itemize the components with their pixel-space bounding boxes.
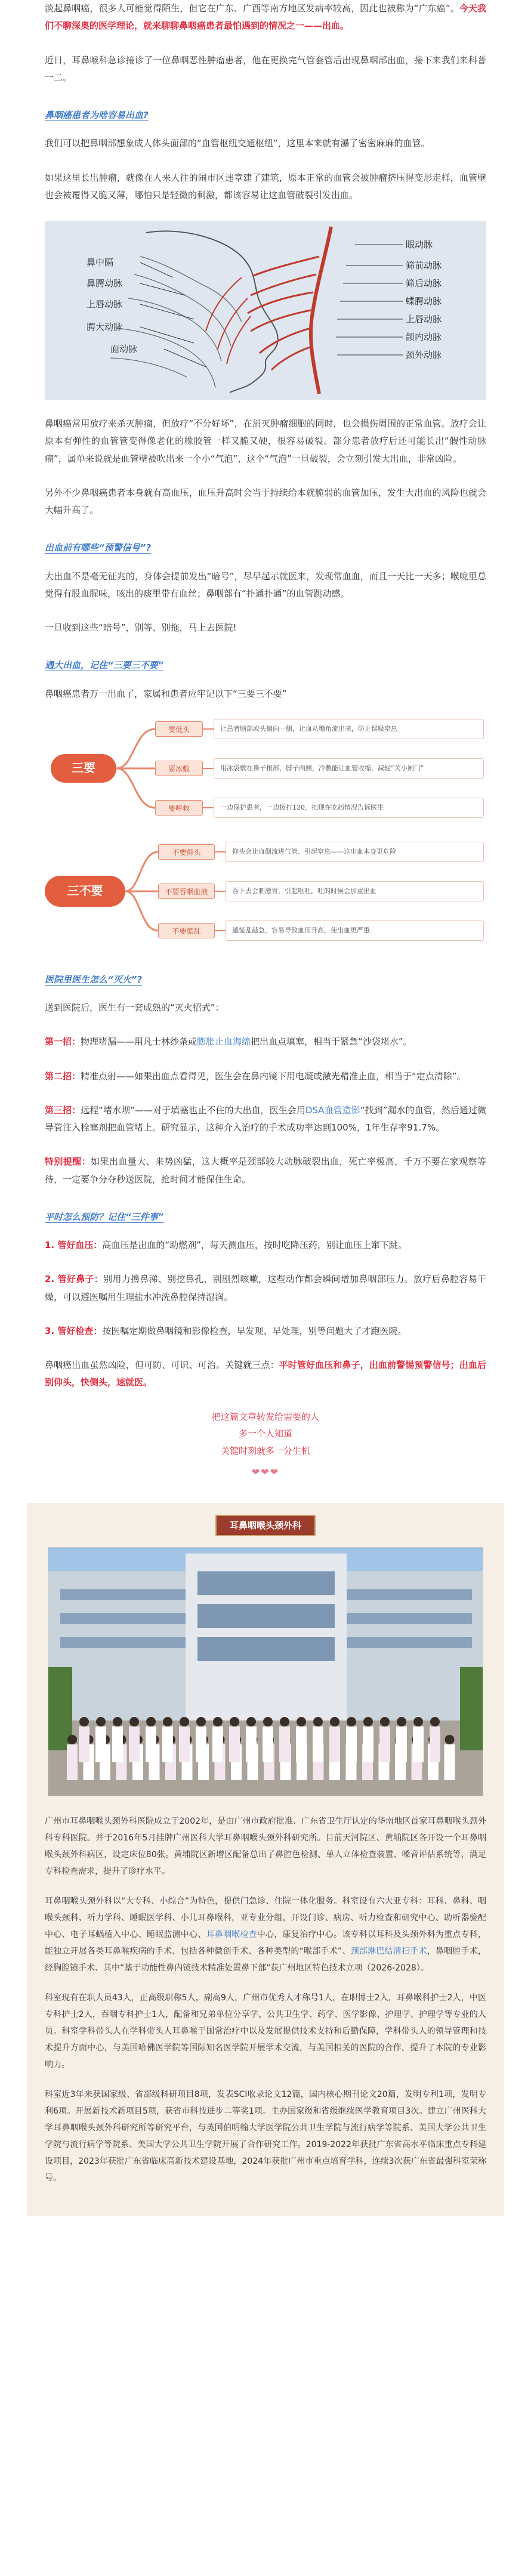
team-member-head bbox=[430, 1717, 440, 1726]
team-photo-illustration bbox=[48, 1548, 483, 1796]
team-member-head bbox=[246, 1717, 256, 1726]
three-do-item-desc: 让患者脑部或头偏向一侧，让血从嘴角流出来，防止误吸窒息 bbox=[214, 719, 484, 739]
nasal-artery-anatomy-image bbox=[45, 221, 486, 400]
three-do-item bbox=[155, 796, 484, 820]
why-paragraph-1: 我们可以把鼻咽部想象成人体头面部的“血管枢纽交通枢纽”，这里本来就有瀑了密密麻麻的血管。 bbox=[45, 138, 430, 149]
department-tag bbox=[39, 1515, 492, 1536]
department-tag-label: 耳鼻咽喉头颈外科 bbox=[215, 1515, 316, 1536]
team-member-body bbox=[396, 1726, 407, 1762]
team-member-body bbox=[67, 1744, 78, 1780]
team-member-head bbox=[413, 1717, 423, 1726]
dept-p2-text-c: ，鼻咽腔手术，经胸腔镜手术、其中“基于功能性鼻内镜技术精准处置鼻下部“获广州地区特色技术立项（2026-2028）。 bbox=[45, 1947, 487, 1973]
three-dont-item-desc: 越慌乱越急，容易导致血压升高，使出血更严重 bbox=[226, 921, 484, 941]
three-dont-item-connector bbox=[215, 851, 226, 853]
three-do-item-connector bbox=[203, 768, 214, 769]
three-do-label: 三要 bbox=[51, 754, 116, 783]
team-member-body bbox=[112, 1726, 123, 1762]
intro-paragraph-2: 近日，耳鼻喉科急诊接诊了一位鼻咽恶性肿瘤患者，他在更换完气管套管后出现鼻咽部出血，接下来我们来科普一二。 bbox=[45, 54, 486, 83]
team-member-body bbox=[162, 1726, 173, 1762]
three-dont-item-label: 不要吞咽血液 bbox=[158, 884, 215, 899]
step-3-text-b: “找到”漏水的血管，然后通过微导管注入栓塞剂把血管堵上。研究显示，这种介入治疗的手术成功率达到100%，1年生存率91.7%。 bbox=[45, 1104, 486, 1133]
department-description bbox=[39, 1813, 492, 2186]
three-dont-item-connector bbox=[215, 930, 226, 931]
team-member-body bbox=[179, 1726, 190, 1762]
team-member-body bbox=[346, 1726, 357, 1762]
team-member-body bbox=[79, 1726, 89, 1762]
big-bleed-intro: 鼻咽癌患者万一出血了，家属和患者应牢记以下“三要三不要” bbox=[45, 688, 287, 699]
team-member-body bbox=[444, 1744, 455, 1780]
dept-p2-text-a: 耳鼻咽喉头颈外科以“大专科、小综合”为特色，提供门急诊、住院一体化服务。科室设有六大亚专科：耳科、鼻科、咽喉头颈科、听力学科、睡眠医学科、小儿耳鼻喉科，亚专业分组，开设门诊、病房、听力检查和研究中心、助听器验配中心、电子耳蜗植入中心、睡眠监测中心、 bbox=[45, 1897, 486, 1940]
three-dont-item bbox=[158, 919, 484, 943]
team-member-head bbox=[347, 1717, 356, 1726]
team-member-body bbox=[196, 1726, 206, 1762]
prevent-item-3 bbox=[45, 1323, 486, 1340]
team-member-body bbox=[363, 1726, 373, 1762]
team-member-body bbox=[146, 1726, 156, 1762]
team-member-head bbox=[163, 1717, 172, 1726]
department-card bbox=[27, 1503, 504, 2216]
prevent-item-2 bbox=[45, 1271, 486, 1306]
three-dont-label: 三不要 bbox=[45, 876, 125, 907]
step-3-label: 第三招： bbox=[45, 1104, 81, 1116]
anatomy-label-right: 上唇动脉 bbox=[406, 314, 442, 325]
three-dont-item bbox=[158, 840, 484, 864]
team-member-body bbox=[212, 1726, 223, 1762]
anatomy-label-right: 筛后动脉 bbox=[406, 278, 442, 289]
team-member-head bbox=[129, 1717, 139, 1726]
team-member-body bbox=[129, 1726, 140, 1762]
team-member-body bbox=[313, 1726, 323, 1762]
three-do-item-label: 要低头 bbox=[155, 721, 203, 737]
anatomy-label-left: 鼻中隔 bbox=[87, 257, 114, 268]
doctor-special-note bbox=[45, 1153, 486, 1188]
team-member-head bbox=[230, 1717, 239, 1726]
anatomy-label-left: 腭大动脉 bbox=[87, 322, 123, 332]
prevent-2-text: 别用力擤鼻涕、别挖鼻孔、别剧烈咳嗽，这些动作都会瞬间增加鼻咽部压力。放疗后鼻腔容易干燥，可以遵医嘱用生理盐水冲洗鼻腔保持湿润。 bbox=[45, 1274, 486, 1302]
why-heading: 鼻咽癌患者为啥容易出血? bbox=[45, 110, 149, 121]
big-bleed-heading: 遇大出血，记住“三要三不要” bbox=[45, 660, 164, 671]
team-member-head bbox=[330, 1717, 339, 1726]
team-member-head bbox=[363, 1717, 373, 1726]
three-dont-item-desc: 吞下去会刺激胃，引起呕吐，吐的时候会加重出血 bbox=[226, 881, 484, 901]
three-dont-item-label: 不要慌乱 bbox=[158, 923, 215, 938]
anatomy-label-right: 筛前动脉 bbox=[406, 260, 442, 271]
hemostatic-sponge-link[interactable]: 膨胀止血海绵 bbox=[197, 1036, 251, 1048]
dept-paragraph-2 bbox=[45, 1893, 486, 1976]
doctor-heading: 医院里医生怎么“灭火”? bbox=[45, 974, 143, 985]
special-note-text: 如果出血量大、来势凶猛，这大概率是颈部较大动脉破裂出血，死亡率极高，千万不要在家观察等待，一定要争分夺秒送医院，抢时间才能保住生命。 bbox=[45, 1156, 486, 1185]
three-do-item bbox=[155, 756, 484, 780]
closing-line-3: 关键时刻就多一分生机 bbox=[220, 1445, 310, 1456]
three-do-item-label: 要冰敷 bbox=[155, 761, 203, 776]
step-2-label: 第二招： bbox=[45, 1070, 81, 1082]
three-dont-item-label: 不要仰头 bbox=[158, 844, 215, 860]
three-dont-item-connector bbox=[215, 891, 226, 892]
team-member-body bbox=[329, 1726, 340, 1762]
anatomy-label-left: 鼻腭动脉 bbox=[87, 278, 123, 289]
team-member-body bbox=[296, 1726, 307, 1762]
dept-paragraph-4: 科室近3年来获国家级、省部级科研项目8项，发表SCI收录论文12篇，国内核心期刊论文20篇，发明专利1项，发明专利6项。开展新技术新项目5项，获省市科技进步二等奖1项。主办国家级和省级继续医学教育项目3次。建立广州医科大学耳鼻咽喉头颈外科研究所等研究平台，与英国伯明翰大学医学院公共卫生学院与流行病学等院系、美国大学公共卫生学院与流行病学等院系、美国大学公共卫生学院开展了合作研究工作。2019-2022年获批广东省高水平临床重点专科建设项目，2023年获批广东省临床高新技术建设基地，2024年获批广州市重点培育学科，连续3次获广东省最强科室荣称号。 bbox=[45, 2090, 486, 2183]
team-member-head bbox=[96, 1717, 106, 1726]
step-1-text: 物理堵漏——用凡士林纱条或 bbox=[81, 1036, 197, 1048]
doctor-step-1 bbox=[45, 1033, 486, 1051]
closing-line-1: 把这篇文章转发给需要的人 bbox=[211, 1411, 319, 1422]
article-body bbox=[45, 0, 486, 1481]
three-do-mindmap bbox=[45, 709, 486, 828]
heart-icons: ❤❤❤ bbox=[251, 1466, 280, 1478]
why-paragraph-3: 鼻咽癌常用放疗来杀灭肿瘤，但放疗“不分好坏”，在消灭肿瘤细胞的同时，也会损伤周围的正常血管。放疗会让原本有弹性的血管管变得像老化的橡胶管一样又脆又硬，很容易破裂。部分患者放疗后还可能长出“假性动脉瘤”，属单来说就是血管壁被吹出来一个小“气泡”，这个“气泡”一旦破裂，会立刻引发大出血，非常凶险。 bbox=[45, 418, 486, 464]
anatomy-label-left: 面动脉 bbox=[110, 344, 138, 354]
prevent-3-text: 按医嘱定期做鼻咽镜和影像检查，早发现、早处理，别等问题大了才跑医院。 bbox=[102, 1325, 407, 1336]
intro-paragraph-1 bbox=[45, 0, 486, 35]
three-do-item-connector bbox=[203, 728, 214, 730]
step-3-text: 远程“堵水坝”——对于填塞也止不住的大出血，医生会用 bbox=[81, 1104, 305, 1116]
anatomy-label-right: 颈外动脉 bbox=[406, 350, 442, 360]
team-member-head bbox=[263, 1717, 273, 1726]
intro-text: 淡起鼻咽癌，很多人可能觉得陌生，但它在广东、广西等南方地区发病率较高，因此也被称为“广东癌”。 bbox=[45, 3, 459, 14]
anatomy-label-right: 颌内动脉 bbox=[406, 332, 442, 342]
team-member-head bbox=[67, 1735, 77, 1744]
dept-paragraph-1: 广州市耳鼻咽喉头颈外科医院成立于2002年，是由广州市政府批准、广东省卫生厅认定的华南地区首家耳鼻咽喉头颈外科专科医院。并于2016年5月挂牌广州医科大学耳鼻咽喉头颈外科研究所。目前天河院区、黄埔院区各开设一个耳鼻咽喉头颈外科病区，设定床位80张。黄埔院区新增区配备总出了鼻腔色检测、单人立体检查装置、嗓音评估系统等，满足专科检查需求，提升了诊疗水平。 bbox=[45, 1817, 486, 1877]
team-member-head bbox=[113, 1717, 122, 1726]
summary-text: 鼻咽癌出血虽然凶险，但可防、可识、可治。关键就三点： bbox=[45, 1360, 279, 1370]
special-note-label: 特别提醒： bbox=[45, 1156, 91, 1167]
why-paragraph-2: 如果这里长出肿瘤，就像在人来人往的闹市区违章建了建筑，原本正常的血管会被肿瘤挤压得变形走样，血管壁也会被覆得又脆又薄，哪怕只是轻微的刺激，都该容易让这血管破裂引发出血。 bbox=[45, 172, 486, 200]
team-member-head bbox=[397, 1717, 406, 1726]
team-member-head bbox=[380, 1717, 390, 1726]
three-do-item bbox=[155, 717, 484, 741]
three-do-item-desc: 用冰袋敷在鼻子根部，脖子两侧，冷敷能让血管收缩，减轻“关小闸门” bbox=[214, 758, 484, 779]
three-dont-item bbox=[158, 879, 484, 903]
signal-paragraph-2: 一旦收到这些“暗号”，别等、别拖，马上去医院! bbox=[45, 622, 237, 633]
team-member-body bbox=[246, 1726, 257, 1762]
signal-paragraph-1: 大出血不是毫无征兆的，身体会提前发出“暗号”，尽早起示就医来，发现常血血，而且一天比一天多；喉咙里总觉得有股血腥味，咳出的痰里带有血丝；鼻咽部有“扑通扑通”的血管跳动感。 bbox=[45, 570, 486, 599]
dept-paragraph-3: 科室现有在职人员43人，正高级职称5人，副高9人，广州市优秀人才称号1人，在职博士2人，耳鼻喉科护士2人，中医专科护士2人，吞咽专科护士1人，配备和兄弟单位分享学、公共卫生学、药学、医学影像、护理学、护理学等专业的人员。科室学科带头人在学科带头人耳鼻喉于国常治疗中以及发展提供技术支持和后勤保障，学科带头人的领导管理和技术提升方面中心，与美国哈佛医学院等国际知名医学院开展学术交流，与美国相关的医院的合作，提升了本院的专业影响力。 bbox=[45, 1993, 486, 2070]
neck-dissection-link[interactable]: 颈部淋巴结清扫手术 bbox=[350, 1947, 427, 1957]
why-paragraph-4: 另外不少鼻咽癌患者本身就有高血压，血压升高时会当于持续给本就脆弱的血管加压，发生大出血的风险也就会大幅升高了。 bbox=[45, 487, 486, 515]
team-member-body bbox=[279, 1726, 290, 1762]
team-member-head bbox=[196, 1717, 206, 1726]
doctor-step-3 bbox=[45, 1102, 486, 1137]
team-member-body bbox=[263, 1726, 273, 1762]
prevent-summary bbox=[45, 1357, 486, 1392]
three-do-item-label: 要呼救 bbox=[155, 800, 203, 816]
team-member-head bbox=[79, 1717, 89, 1726]
team-member-body bbox=[413, 1726, 424, 1762]
anatomy-label-right: 蝶腭动脉 bbox=[406, 296, 442, 307]
prevent-2-label: 2. 管好鼻子： bbox=[45, 1274, 104, 1285]
closing-line-2: 多一个人知道 bbox=[238, 1428, 292, 1439]
three-do-item-desc: 一边保护患者，一边拨打120，把现在吃药情况告诉医生 bbox=[214, 798, 484, 818]
summary-highlight: 平时管好血压和鼻子，出血前警惕预警信号；出血后别仰头，快侧头，速就医。 bbox=[45, 1360, 486, 1388]
step-1-label: 第一招： bbox=[45, 1036, 81, 1048]
closing-message bbox=[45, 1409, 486, 1460]
anatomy-label-left: 上唇动脉 bbox=[87, 299, 123, 310]
team-member-head bbox=[146, 1717, 156, 1726]
doctor-step-2 bbox=[45, 1068, 486, 1085]
three-dont-item-desc: 仰头会让血倒流进气管、引起窒息——这出血本身更危险 bbox=[226, 842, 484, 862]
team-member-body bbox=[430, 1726, 440, 1762]
team-member-head bbox=[280, 1717, 289, 1726]
team-member-body bbox=[379, 1726, 390, 1762]
ent-exam-link[interactable]: 耳鼻咽喉检查 bbox=[206, 1930, 257, 1940]
signal-heading: 出血前有哪些“预警信号”? bbox=[45, 542, 152, 554]
three-do-item-connector bbox=[203, 807, 214, 808]
intro-highlight: 今天我们不聊深奥的医学理论，就来聊聊鼻咽癌患者最怕遇到的情况之一——出血。 bbox=[45, 3, 486, 32]
prevent-heading: 平时怎么预防？记住“三件事” bbox=[45, 1211, 164, 1222]
dsa-angiography-link[interactable]: DSA血管造影 bbox=[305, 1104, 360, 1116]
team-member-body bbox=[95, 1726, 106, 1762]
prevent-3-label: 3. 管好检查： bbox=[45, 1325, 103, 1336]
step-1-text-b: 把出血点填塞，相当于紧急“沙袋堵水”。 bbox=[251, 1036, 412, 1048]
prevent-item-1 bbox=[45, 1237, 486, 1254]
dept-p2-text-b: 中心，康复治疗中心。该专科以耳科及头颈外科为重点专科，能独立开展各类耳鼻喉疾病的手术、包括各种微创手术、各种类型的“喉部手术”、 bbox=[45, 1930, 487, 1957]
team-member-head bbox=[213, 1717, 223, 1726]
anatomy-label-right: 眼动脉 bbox=[406, 239, 433, 250]
prevent-1-text: 高血压是出血的“助燃剂”，每天测血压，按时吃降压药，别让血压上窜下跳。 bbox=[102, 1240, 407, 1250]
team-photo bbox=[48, 1547, 483, 1796]
doctor-intro: 送到医院后，医生有一套成熟的“灭火招式”： bbox=[45, 1002, 224, 1013]
prevent-1-label: 1. 管好血压： bbox=[45, 1240, 103, 1250]
three-dont-mindmap bbox=[45, 832, 486, 951]
team-member-body bbox=[229, 1726, 240, 1762]
step-2-text: 精准点射——如果出血点看得见，医生会在鼻内镜下用电凝或激光精准止血，相当于“定点清除”。 bbox=[81, 1070, 466, 1082]
team-member-head bbox=[313, 1717, 323, 1726]
team-member-head bbox=[180, 1717, 189, 1726]
team-member-head bbox=[297, 1717, 306, 1726]
team-member-head bbox=[445, 1735, 455, 1744]
